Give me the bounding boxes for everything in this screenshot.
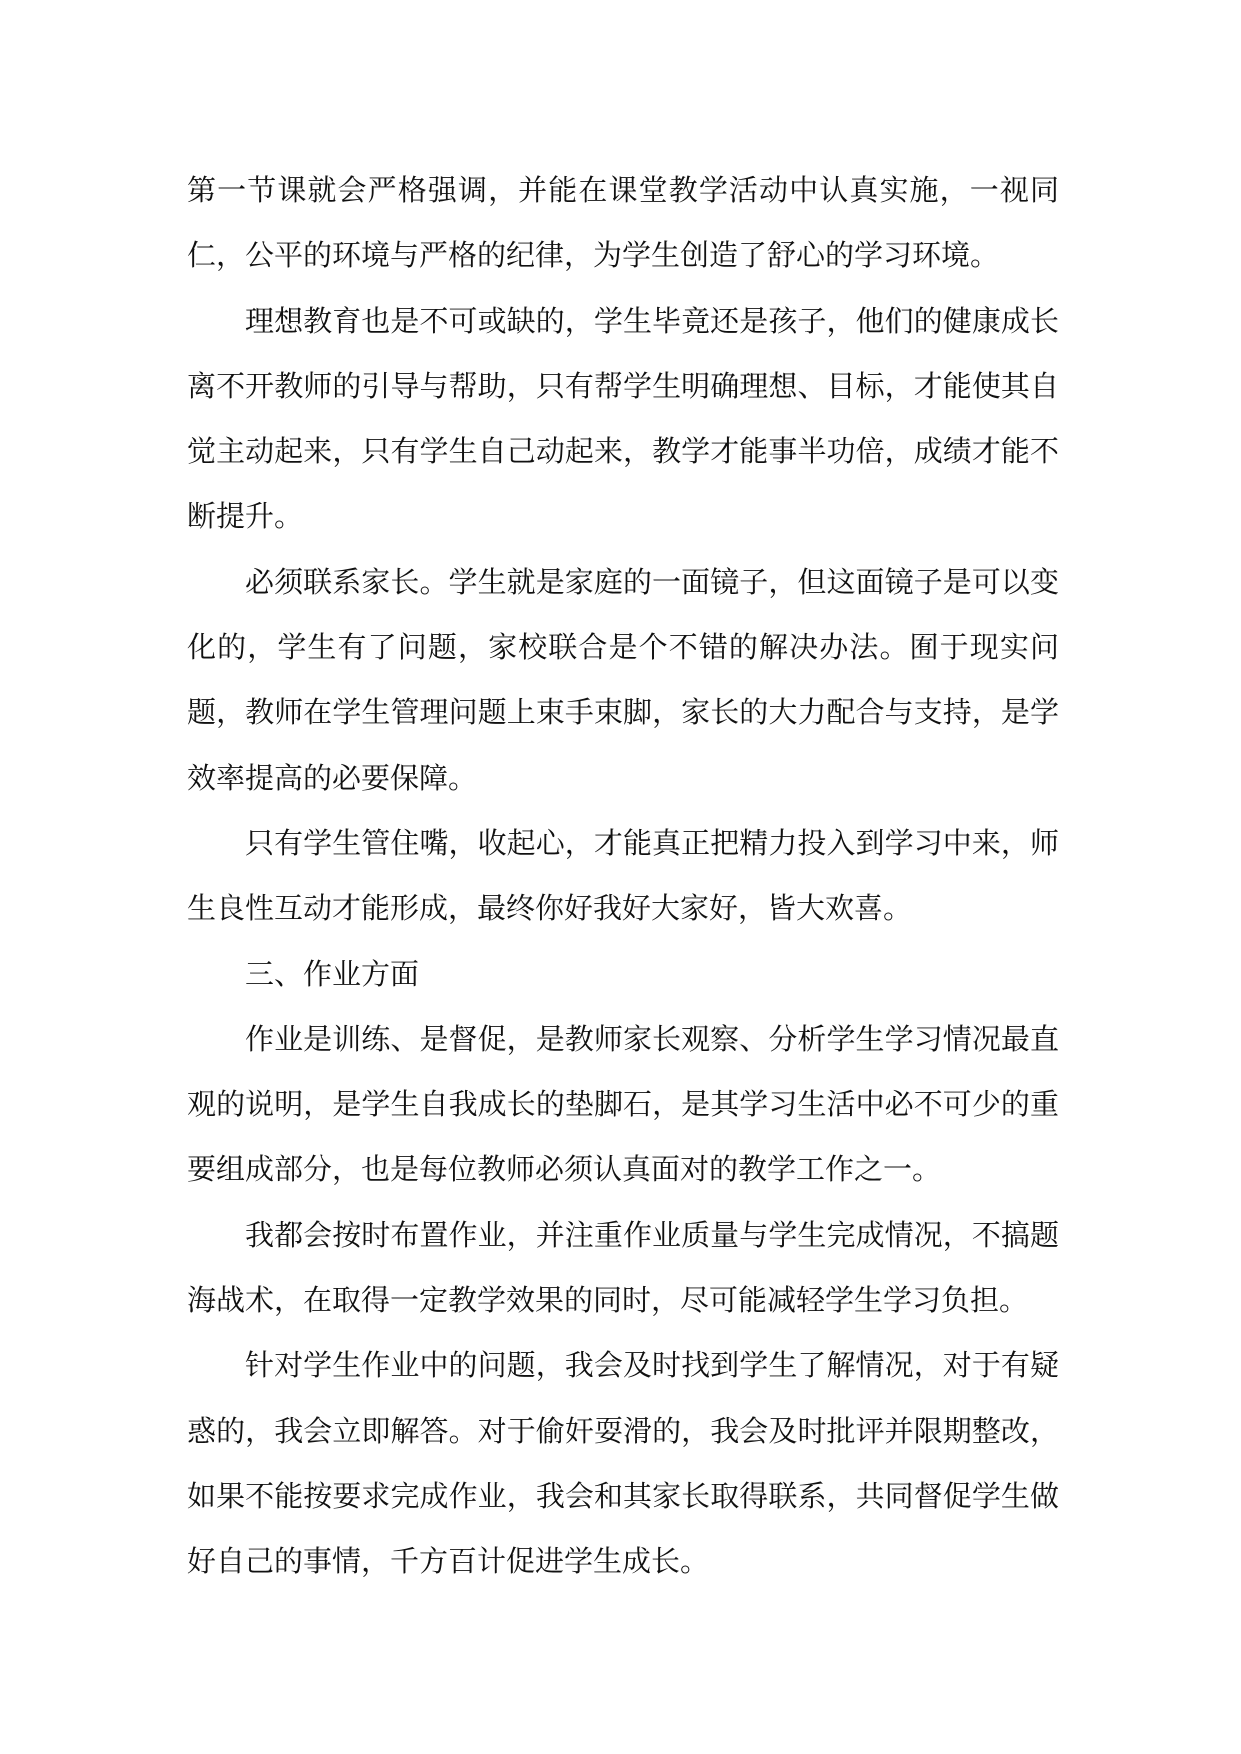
document-body xyxy=(187,158,1059,1595)
paragraph-homework-assignment: 我都会按时布置作业，并注重作业质量与学生完成情况，不搞题海战术，在取得一定教学效果的同时，尽可能减轻学生学习负担。 xyxy=(187,1217,1059,1318)
paragraph-student-focus: 只有学生管住嘴，收起心，才能真正把精力投入到学习中来，师生良性互动才能形成，最终你好我好大家好，皆大欢喜。 xyxy=(187,825,1059,926)
paragraph-continued: 第一节课就会严格强调，并能在课堂教学活动中认真实施，一视同仁，公平的环境与严格的纪律，为学生创造了舒心的学习环境。 xyxy=(187,173,1059,273)
paragraph-homework-meaning: 作业是训练、是督促，是教师家长观察、分析学生学习情况最直观的说明，是学生自我成长的垫脚石，是其学习生活中必不可少的重要组成部分，也是每位教师必须认真面对的教学工作之一。 xyxy=(187,1021,1059,1187)
paragraph-ideal-education: 理想教育也是不可或缺的，学生毕竟还是孩子，他们的健康成长离不开教师的引导与帮助，只有帮学生明确理想、目标，才能使其自觉主动起来，只有学生自己动起来，教学才能事半功倍，成绩才能不断提升。 xyxy=(187,303,1059,534)
paragraph-homework-problems: 针对学生作业中的问题，我会及时找到学生了解情况，对于有疑惑的，我会立即解答。对于偷奸耍滑的，我会及时批评并限期整改，如果不能按要求完成作业，我会和其家长取得联系，共同督促学生做好自己的事情，千方百计促进学生成长。 xyxy=(187,1348,1059,1579)
section-heading-homework: 三、作业方面 xyxy=(245,956,420,991)
paragraph-contact-parents: 必须联系家长。学生就是家庭的一面镜子，但这面镜子是可以变化的，学生有了问题，家校联合是个不错的解决办法。囿于现实问题，教师在学生管理问题上束手束脚，家长的大力配合与支持，是学效率提高的必要保障。 xyxy=(187,564,1059,795)
